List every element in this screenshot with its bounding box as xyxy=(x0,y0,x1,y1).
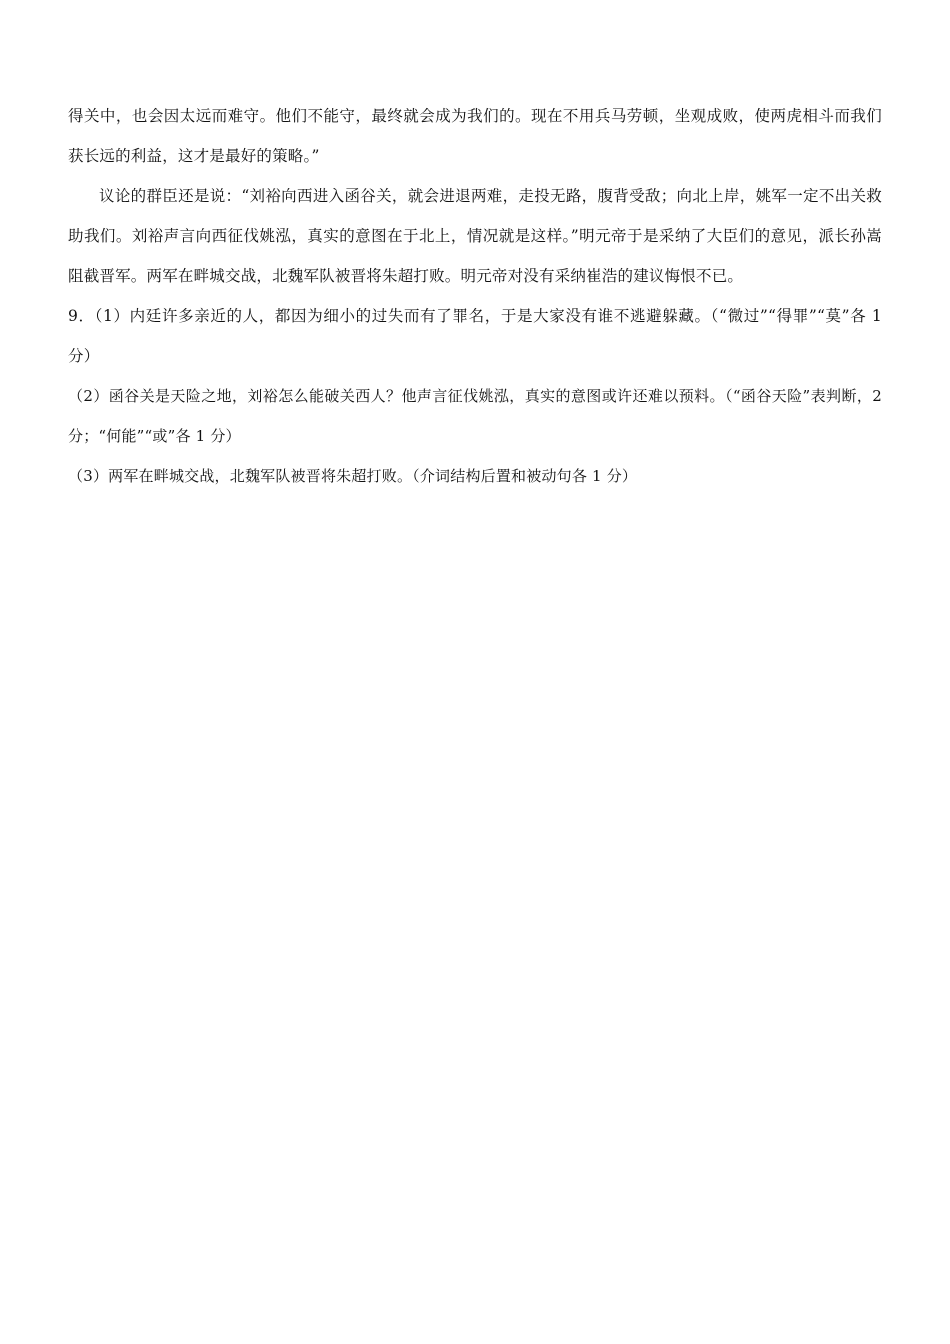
answer-9-1: 9．（1）内廷许多亲近的人，都因为细小的过失而有了罪名，于是大家没有谁不逃避躲藏。（“微过”“得罪”“莫”各 1 分） xyxy=(68,307,882,365)
translation-paragraph-2: 议论的群臣还是说：“刘裕向西进入函谷关，就会进退两难，走投无路，腹背受敌；向北上岸，姚军一定不出关救助我们。刘裕声言向西征伐姚泓，真实的意图在于北上，情况就是这样。”明元帝于是采纳了大臣们的意见，派长孙嵩阻截晋军。两军在畔城交战，北魏军队被晋将朱超打败。明元帝对没有采纳崔浩的建议悔恨不已。 xyxy=(68,187,882,285)
answer-9-3: （3）两军在畔城交战，北魏军队被晋将朱超打败。（介词结构后置和被动句各 1 分） xyxy=(68,467,638,485)
answer-9-2: （2）函谷关是天险之地，刘裕怎么能破关西人？他声言征伐姚泓，真实的意图或许还难以预料。（“函谷天险”表判断，2 分；“何能”“或”各 1 分） xyxy=(68,387,882,445)
translation-paragraph-1: 得关中，也会因太远而难守。他们不能守，最终就会成为我们的。现在不用兵马劳顿，坐观成败，使两虎相斗而我们获长远的利益，这才是最好的策略。” xyxy=(68,107,882,165)
